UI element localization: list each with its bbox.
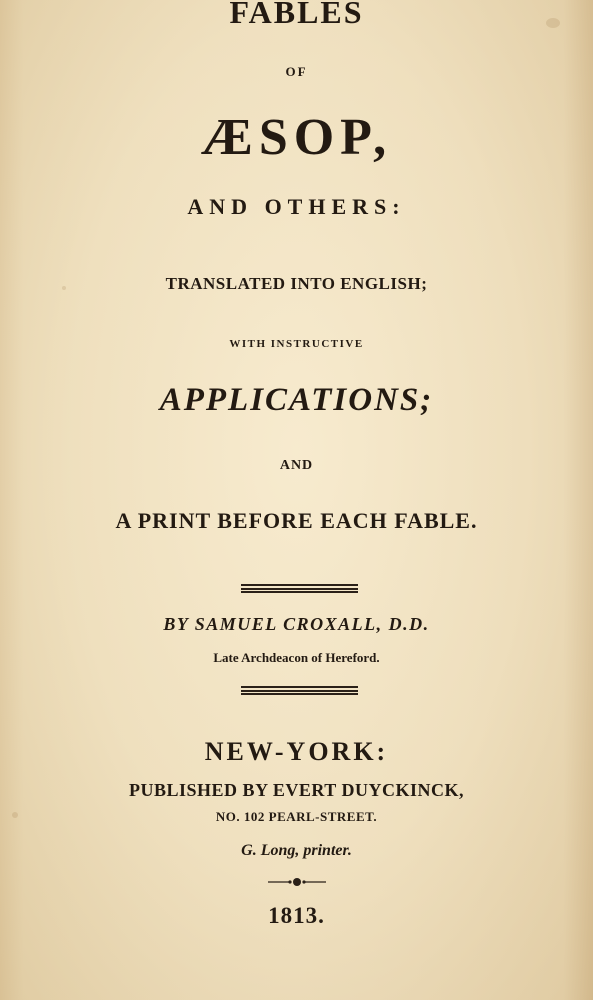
- print-line: A PRINT BEFORE EACH FABLE.: [115, 508, 478, 533]
- double-rule-divider: [241, 686, 358, 695]
- archdeacon-line: Late Archdeacon of Hereford.: [213, 650, 380, 665]
- imprint-publisher: PUBLISHED BY EVERT DUYCKINCK,: [129, 780, 464, 800]
- with-instructive-line: WITH INSTRUCTIVE: [229, 338, 364, 350]
- imprint-printer: G. Long, printer.: [241, 842, 352, 859]
- and-line: AND: [279, 458, 314, 473]
- title-and-others: AND OTHERS:: [187, 194, 406, 219]
- book-title: FABLES: [229, 0, 364, 30]
- double-rule-divider: [241, 584, 358, 593]
- imprint-year: 1813.: [268, 903, 325, 928]
- title-of: OF: [285, 64, 308, 79]
- applications-line: APPLICATIONS;: [159, 382, 434, 418]
- title-author: ÆSOP,: [200, 109, 393, 166]
- imprint-city: NEW-YORK:: [204, 737, 389, 766]
- printer-ornament-icon: [266, 876, 328, 888]
- imprint-address: NO. 102 PEARL-STREET.: [215, 809, 378, 824]
- translated-line: TRANSLATED INTO ENGLISH;: [165, 274, 428, 293]
- by-line: BY SAMUEL CROXALL, D.D.: [163, 614, 430, 634]
